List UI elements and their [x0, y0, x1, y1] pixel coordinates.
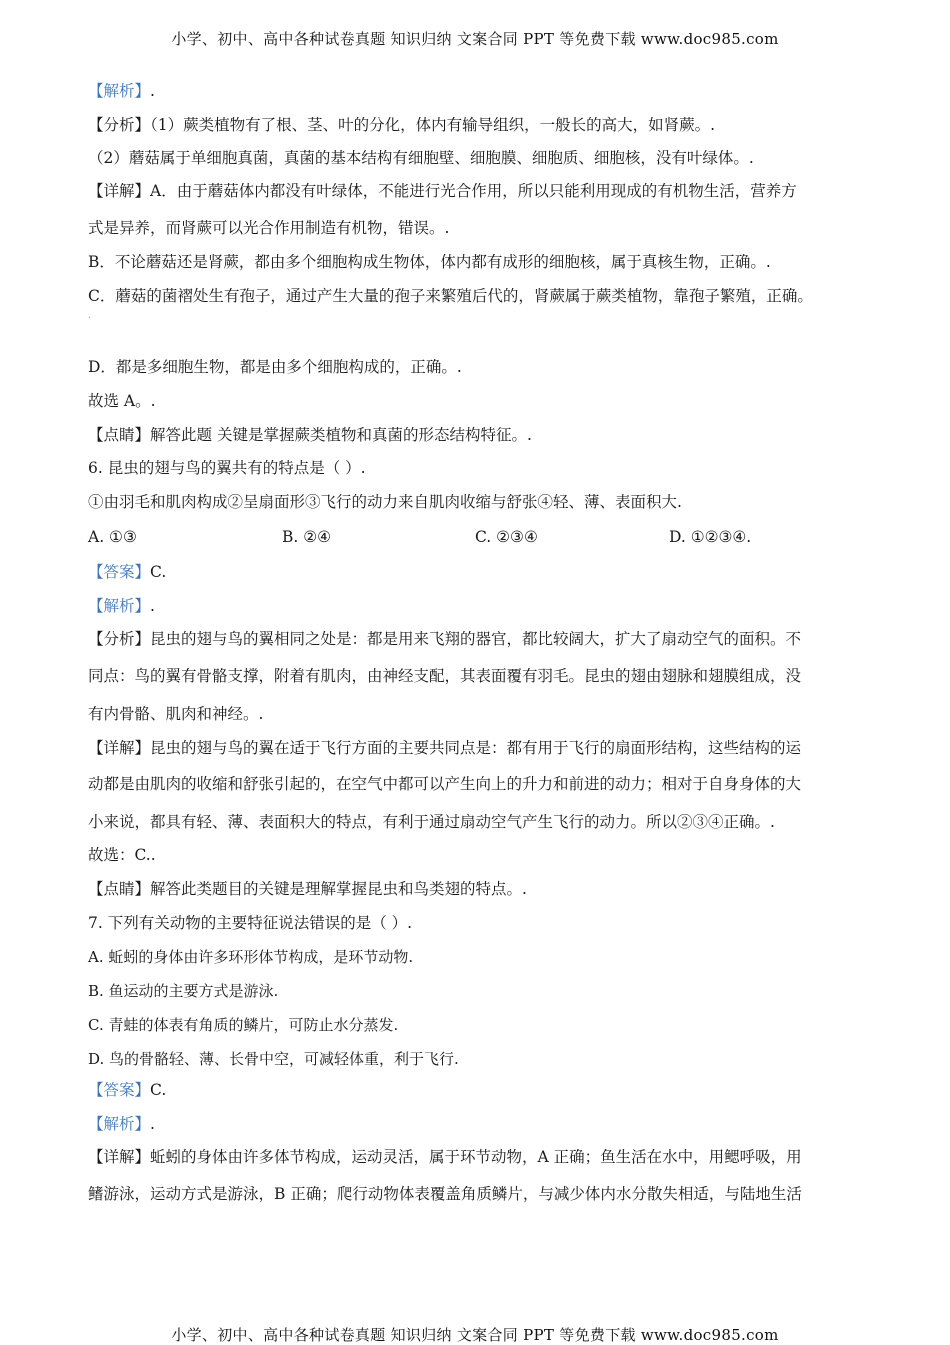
dianjing-line [88, 425, 868, 445]
dianjing-tag: 【点睛】 [88, 426, 151, 444]
q7-option-a: A. 蚯蚓的身体由许多环形体节构成，是环节动物. [88, 948, 414, 966]
fenxi-text-1: （1）蕨类植物有了根、茎、叶的分化，体内有输导组织，一般长的高大，如肾蕨。. [150, 116, 716, 134]
option-b-explanation: B．不论蘑菇还是肾蕨，都由多个细胞构成生物体，体内都有成形的细胞核，属于真核生物，正确。. [88, 253, 771, 271]
q7-xiangjie-line-1 [88, 1147, 868, 1167]
q7-xiangjie-text-1: 蚯蚓的身体由许多体节构成，运动灵活，属于环节动物，A 正确；鱼生活在水中，用鳃呼吸，用 [150, 1148, 802, 1166]
xiangjie-line-a1 [88, 181, 868, 201]
q6-xiangjie-line-2: 动都是由肌肉的收缩和舒张引起的，在空气中都可以产生向上的升力和前进的动力；相对于自身身体的大 [88, 775, 802, 793]
q6-xiangjie-text-1: 昆虫的翅与鸟的翼在适于飞行方面的主要共同点是：都有用于飞行的扇面形结构，这些结构的运 [150, 739, 802, 757]
q6-fenxi-line-1 [88, 629, 868, 649]
fenxi-tag: 【分析】 [88, 116, 151, 134]
fenxi-line-2: （2）蘑菇属于单细胞真菌，真菌的基本结构有细胞壁、细胞膜、细胞质、细胞核，没有叶绿体。. [88, 149, 754, 167]
page-footer: 小学、初中、高中各种试卷真题 知识归纳 文案合同 PPT 等免费下载 www.doc985.com [171, 1326, 779, 1344]
q7-option-b: B. 鱼运动的主要方式是游泳. [88, 982, 279, 1000]
q6-option-c: C. ②③④ [475, 528, 538, 546]
q6-fenxi-text-1: 昆虫的翅与鸟的翼相同之处是：都是用来飞翔的器官，都比较阔大，扩大了扇动空气的面积。不 [150, 630, 802, 648]
q6-dianjing-line [88, 879, 868, 899]
q6-option-b: B. ②④ [282, 528, 332, 546]
jiexi-tag: 【解析】 [88, 82, 151, 100]
q6-choice-line: 故选：C.. [88, 846, 156, 864]
option-d-explanation: D．都是多细胞生物，都是由多个细胞构成的，正确。. [88, 358, 462, 376]
q7-answer-tag: 【答案】 [88, 1081, 151, 1099]
jiexi-text: . [150, 82, 155, 100]
q6-answer-line [88, 562, 868, 582]
q7-answer-text: C. [150, 1081, 167, 1099]
page-header: 小学、初中、高中各种试卷真题 知识归纳 文案合同 PPT 等免费下载 www.doc985.com [171, 30, 779, 48]
dianjing-text: 解答此题 关键是掌握蕨类植物和真菌的形态结构特征。. [150, 426, 532, 444]
q6-answer-tag: 【答案】 [88, 563, 151, 581]
xiangjie-tag: 【详解】 [88, 182, 151, 200]
question-6-stem: 6. 昆虫的翅与鸟的翼共有的特点是（ ）. [88, 459, 366, 477]
q7-xiangjie-tag: 【详解】 [88, 1148, 151, 1166]
q6-option-a: A. ①③ [88, 528, 137, 546]
q6-dianjing-text: 解答此类题目的关键是理解掌握昆虫和鸟类翅的特点。. [150, 880, 527, 898]
q7-option-d: D. 鸟的骨骼轻、薄、长骨中空，可减轻体重，利于飞行. [88, 1050, 459, 1068]
fenxi-line-1 [88, 115, 868, 135]
q7-jiexi-line [88, 1114, 868, 1134]
jiexi-line [88, 81, 868, 101]
q7-xiangjie-line-2: 鳍游泳，运动方式是游泳，B 正确；爬行动物体表覆盖角质鳞片，与减少体内水分散失相适，与陆地生活 [88, 1185, 802, 1203]
q7-option-c: C. 青蛙的体表有角质的鳞片，可防止水分蒸发. [88, 1016, 399, 1034]
q6-xiangjie-tag: 【详解】 [88, 739, 151, 757]
q6-fenxi-line-2: 同点：鸟的翼有骨骼支撑，附着有肌肉，由神经支配，其表面覆有羽毛。昆虫的翅由翅脉和翅膜组成，没 [88, 667, 802, 685]
q6-option-d: D. ①②③④. [669, 528, 752, 546]
q6-jiexi-tag: 【解析】 [88, 597, 151, 615]
xiangjie-line-a2: 式是异养，而肾蕨可以光合作用制造有机物，错误。. [88, 219, 450, 237]
q7-jiexi-tag: 【解析】 [88, 1115, 151, 1133]
q6-fenxi-line-3: 有内骨骼、肌肉和神经。. [88, 705, 264, 723]
q6-jiexi-line [88, 596, 868, 616]
option-c-tail: . [88, 310, 92, 321]
xiangjie-text-a1: A．由于蘑菇体内都没有叶绿体，不能进行光合作用，所以只能利用现成的有机物生活，营养方 [150, 182, 797, 200]
q6-jiexi-text: . [150, 597, 155, 615]
q7-jiexi-text: . [150, 1115, 155, 1133]
q6-xiangjie-line-3: 小来说，都具有轻、薄、表面积大的特点，有利于通过扇动空气产生飞行的动力。所以②③④正确。. [88, 813, 775, 831]
q6-dianjing-tag: 【点睛】 [88, 880, 151, 898]
choice-line: 故选 A。. [88, 392, 156, 410]
q6-xiangjie-line-1 [88, 738, 868, 758]
q6-answer-text: C. [150, 563, 167, 581]
question-7-stem: 7. 下列有关动物的主要特征说法错误的是（ ）. [88, 914, 413, 932]
question-6-items: ①由羽毛和肌肉构成②呈扇面形③飞行的动力来自肌肉收缩与舒张④轻、薄、表面积大. [88, 493, 682, 511]
option-c-explanation: C．蘑菇的菌褶处生有孢子，通过产生大量的孢子来繁殖后代的，肾蕨属于蕨类植物，靠孢子繁殖，正确。 [88, 287, 813, 305]
q6-fenxi-tag: 【分析】 [88, 630, 151, 648]
q7-answer-line [88, 1080, 868, 1100]
